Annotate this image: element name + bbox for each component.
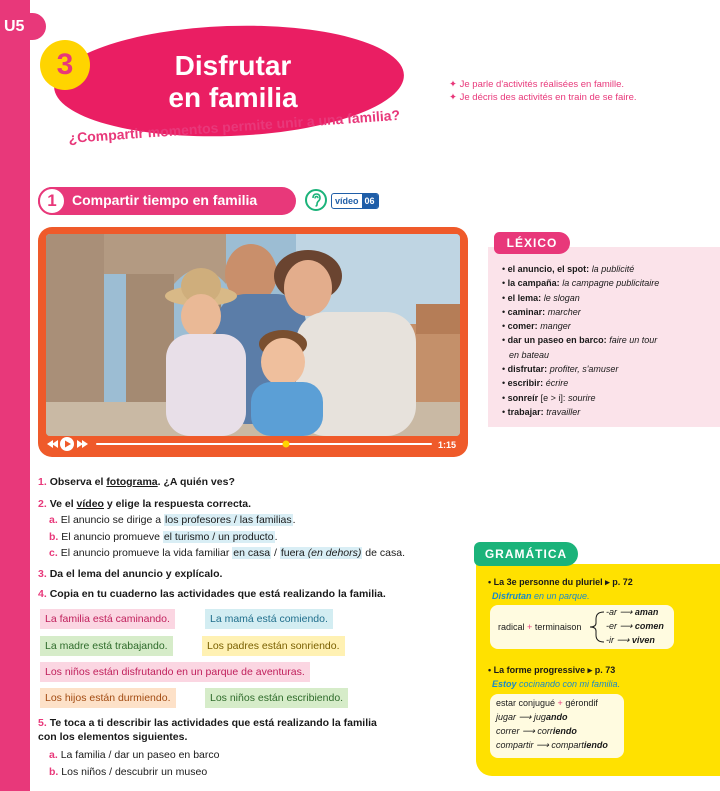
- question-5b: b. Los niños / descubrir un museo: [49, 766, 208, 778]
- gerund-example: compartir ⟶ compartiendo: [496, 740, 608, 750]
- play-icon[interactable]: [60, 437, 74, 451]
- video-time: 1:15: [438, 440, 457, 450]
- lexico-item: • escribir: écrire: [502, 378, 569, 389]
- activity-box: La familia está caminando.: [40, 609, 175, 629]
- lexico-item: • trabajar: travailler: [502, 406, 581, 417]
- lesson-title-line1: Disfrutar: [174, 50, 292, 81]
- lesson-title-line2: en familia: [168, 82, 298, 113]
- question-2c: c. El anuncio promueve la vida familiar en casa / fuera (en dehors) de casa.: [49, 547, 406, 559]
- progress-track[interactable]: [96, 443, 432, 445]
- question-1: 1. Observa el fotograma. ¿A quién ves?: [38, 476, 235, 488]
- star-icon: ✦: [449, 79, 460, 90]
- activity-box: Los niños están disfrutando en un parque de aventuras.: [40, 662, 310, 682]
- star-icon: ✦: [449, 92, 460, 103]
- lexico-item-continued: en bateau: [509, 349, 550, 360]
- question-5-line1: 5. Te toca a ti describir las actividades que está realizando la familia: [38, 717, 377, 729]
- activity-box: Los padres están sonriendo.: [202, 636, 345, 656]
- conj-ar: -ar ⟶ aman: [606, 607, 659, 617]
- video-label: vídeo: [335, 196, 359, 206]
- lexico-item: • comer: manger: [502, 321, 571, 332]
- lesson-number: 3: [40, 40, 90, 90]
- grammar-rule-plural[interactable]: • La 3e personne du pluriel ▸ p. 72: [488, 577, 633, 587]
- gramatica-title: GRAMÁTICA: [474, 542, 578, 566]
- video-frame-image[interactable]: [46, 234, 460, 436]
- question-3: 3. Da el lema del anuncio y explícalo.: [38, 567, 223, 580]
- activity-box: Los hijos están durmiendo.: [40, 688, 176, 708]
- objectives-list: [449, 78, 709, 104]
- unit-color-band: [0, 0, 30, 791]
- activity-box: Los niños están escribiendo.: [205, 688, 348, 708]
- question-5: [38, 716, 468, 781]
- brace-icon: [588, 610, 606, 644]
- section-title: Compartir tiempo en familia: [72, 192, 258, 208]
- conj-er: -er ⟶ comen: [606, 621, 664, 631]
- gerund-rule: estar conjugué + gérondif: [496, 698, 598, 708]
- objective-item: [449, 78, 709, 91]
- gerund-example: jugar ⟶ jugando: [496, 712, 568, 722]
- lexico-item: • sonreír [e > i]: sourire: [502, 392, 596, 403]
- unit-badge: U5: [0, 13, 46, 40]
- video-reference[interactable]: [331, 193, 379, 209]
- question-2: 2. Ve el vídeo y elige la respuesta correcta.: [38, 497, 252, 510]
- grammar-example-progressive: Estoy cocinando con mi familia.: [492, 679, 621, 689]
- conj-ir: -ir ⟶ viven: [606, 635, 655, 645]
- objective-text: Je parle d'activités réalisées en famille.: [459, 79, 625, 90]
- lesson-title: [118, 50, 348, 114]
- ear-icon[interactable]: [305, 189, 327, 211]
- progress-thumb[interactable]: [283, 441, 290, 448]
- objective-text: Je décris des activités en train de se faire.: [459, 92, 637, 103]
- activity-questions: [38, 474, 468, 603]
- section-number: 1: [38, 187, 66, 215]
- lesson-question: ¿Compartir momentos permite unir a una familia?: [68, 106, 401, 146]
- lexico-item: • la campaña: la campagne publicitaire: [502, 278, 660, 289]
- conj-radical: radical + terminaison: [498, 622, 582, 632]
- lexico-item: • el anuncio, el spot: la publicité: [502, 264, 635, 274]
- question-5-line2: con los elementos siguientes.: [38, 731, 188, 743]
- question-2b: b. El anuncio promueve el turismo / un producto.: [49, 530, 278, 543]
- question-5a: a. La familia / dar un paseo en barco: [49, 749, 220, 761]
- grammar-example-plural: Disfrutan en un parque.: [492, 591, 590, 601]
- question-4: 4. Copia en tu cuaderno las actividades que está realizando la familia.: [38, 588, 386, 600]
- lexico-item: • el lema: le slogan: [502, 292, 580, 303]
- lexico-item: • caminar: marcher: [502, 306, 581, 317]
- lexico-list: [502, 262, 716, 419]
- activity-box: La madre está trabajando.: [40, 636, 173, 656]
- rewind-icon[interactable]: [47, 440, 58, 448]
- activity-box: La mamá está comiendo.: [205, 609, 333, 629]
- forward-icon[interactable]: [77, 440, 88, 448]
- objective-item: [449, 91, 709, 104]
- question-2a: a. El anuncio se dirige a los profesores / las familias.: [49, 514, 296, 526]
- grammar-rule-progressive[interactable]: • La forme progressive ▸ p. 73: [488, 665, 616, 675]
- video-number: 06: [362, 194, 378, 208]
- gerund-example: correr ⟶ corriendo: [496, 726, 577, 736]
- lexico-item: • dar un paseo en barco: faire un tour: [502, 335, 658, 346]
- fotograma-link[interactable]: fotograma: [106, 476, 158, 488]
- video-controls: [46, 436, 460, 452]
- family-photo: [46, 234, 460, 436]
- lexico-item: • disfrutar: profiter, s'amuser: [502, 364, 619, 375]
- lexico-title: LÉXICO: [494, 232, 570, 254]
- video-link[interactable]: vídeo: [76, 497, 104, 510]
